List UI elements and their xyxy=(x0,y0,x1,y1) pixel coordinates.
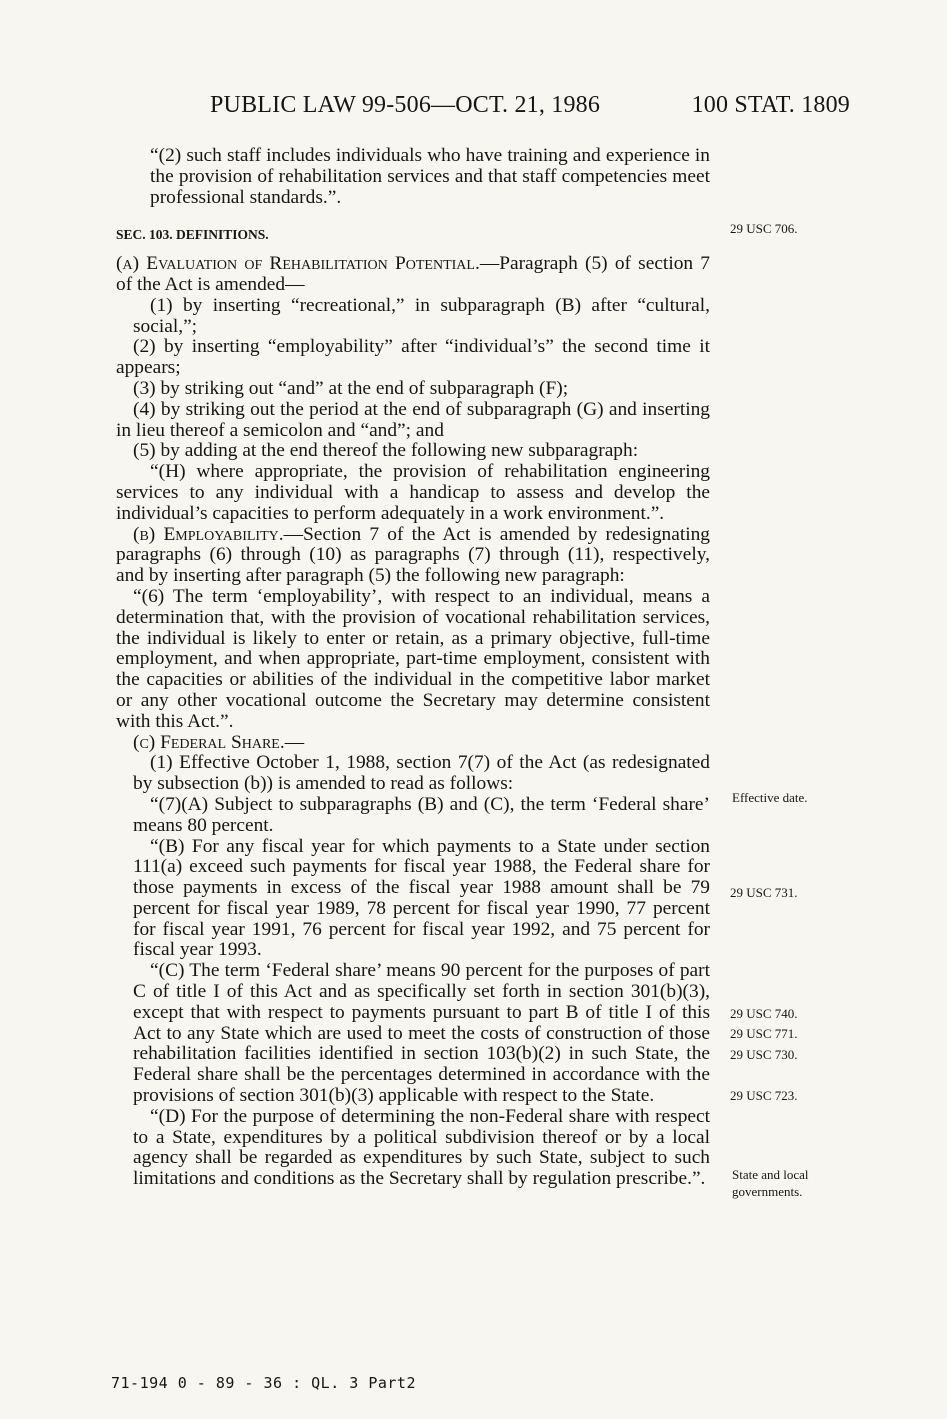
clause-aH: “(H) where appropriate, the provision of rehabilitation engineering services to any individual with a handicap to assess and develop the individual’s capacities to perform adequately in a work environment.”. xyxy=(116,461,710,524)
clause-a5: (5) by adding at the end thereof the following new subparagraph: xyxy=(133,440,639,462)
clause-cC: “(C) The term ‘Federal share’ means 90 percent for the purposes of part C of title I of this Act and as specifically set forth in section 301(b)(3), except that with respect to payments pursuant to part B of title I of this Act to any State which are used to meet the costs of construction of those rehabilitation facilities identified in section 103(b)(2) in such State, the Federal share shall be the percentages determined in accordance with the provisions of section 301(b)(3) applicable with respect to the State. xyxy=(133,960,710,1107)
margin-note-usc723: 29 USC 723. xyxy=(730,1088,798,1103)
clause-c1: (1) Effective October 1, 1988, section 7(7) of the Act (as redesignated by subsection (b)) is amended to read as follows: xyxy=(133,752,710,795)
subsection-c-dash: — xyxy=(284,731,305,753)
margin-note-effective-date: Effective date. xyxy=(732,790,808,805)
header-title: PUBLIC LAW 99-506—OCT. 21, 1986 xyxy=(210,92,601,118)
subsection-a-heading: (a) Evaluation of Rehabilitation Potential. xyxy=(116,253,480,275)
subsection-a xyxy=(116,254,710,296)
margin-note-state-local-1: State and local xyxy=(732,1167,809,1182)
margin-note-usc731: 29 USC 731. xyxy=(730,885,798,900)
subsection-c xyxy=(116,733,710,754)
subsection-b-heading: (b) Employability. xyxy=(133,523,284,545)
law-text xyxy=(116,146,710,1190)
paragraph-staff: “(2) such staff includes individuals who have training and experience in the provision of rehabilitation services and that staff competencies meet professional standards.”. xyxy=(150,145,710,208)
subsection-c-heading: (c) Federal Share. xyxy=(133,731,285,753)
page-footer-code: 71-194 0 - 89 - 36 : QL. 3 Part2 xyxy=(111,1374,416,1392)
clause-a4: (4) by striking out the period at the end of subparagraph (G) and inserting in lieu thereof a semicolon and “and”; and xyxy=(116,398,710,441)
margin-note-usc706: 29 USC 706. xyxy=(730,221,798,236)
margin-note-usc740: 29 USC 740. xyxy=(730,1006,798,1021)
margin-note-usc771: 29 USC 771. xyxy=(730,1026,798,1041)
page-header xyxy=(210,92,850,128)
clause-cD: “(D) For the purpose of determining the non-Federal share with respect to a State, expenditures by a political subdivision thereof or by a local agency shall be regarded as expenditures by such State, subject to such limitations and conditions as the Secretary shall by regulation prescribe.”. xyxy=(133,1105,710,1190)
clause-b6: “(6) The term ‘employability’, with respect to an individual, means a determination that, with the provision of vocational rehabilitation services, the individual is likely to enter or retain, as a primary objective, full-time employment, and when appropriate, part-time employment, consistent with the capacities or abilities of the individual in the competitive labor market or any other vocational outcome the Secretary may determine consistent with this Act.”. xyxy=(116,585,710,732)
margin-note-state-local-2: governments. xyxy=(732,1184,803,1199)
subsection-b xyxy=(116,525,710,587)
subsection-b-text: —Section 7 of the Act is amended by redesignating paragraphs (6) through (10) as paragraphs (7) through (11), respectively, and by inserting after paragraph (5) the following new paragraph: xyxy=(116,523,710,587)
section-heading: SEC. 103. DEFINITIONS. xyxy=(116,227,269,243)
clause-a1: (1) by inserting “recreational,” in subparagraph (B) after “cultural, social,”; xyxy=(133,294,710,337)
margin-note-usc730: 29 USC 730. xyxy=(730,1047,798,1062)
subsection-a-text: —Paragraph (5) of section 7 of the Act is amended— xyxy=(116,253,710,295)
clause-c7A: “(7)(A) Subject to subparagraphs (B) and (C), the term ‘Federal share’ means 80 percent. xyxy=(133,793,710,836)
clause-a2: (2) by inserting “employability” after “individual’s” the second time it appears; xyxy=(116,336,710,379)
header-stat-page: 100 STAT. 1809 xyxy=(691,92,850,118)
clause-cB: “(B) For any fiscal year for which payments to a State under section 111(a) exceed such payments for fiscal year 1988, the Federal share for those payments in excess of the fiscal year 1988 amount shall be 79 percent for fiscal year 1989, 78 percent for fiscal year 1990, 77 percent for fiscal year 1991, 76 percent for fiscal year 1992, and 75 percent for fiscal year 1993. xyxy=(133,835,710,961)
clause-a3: (3) by striking out “and” at the end of subparagraph (F); xyxy=(133,377,569,399)
